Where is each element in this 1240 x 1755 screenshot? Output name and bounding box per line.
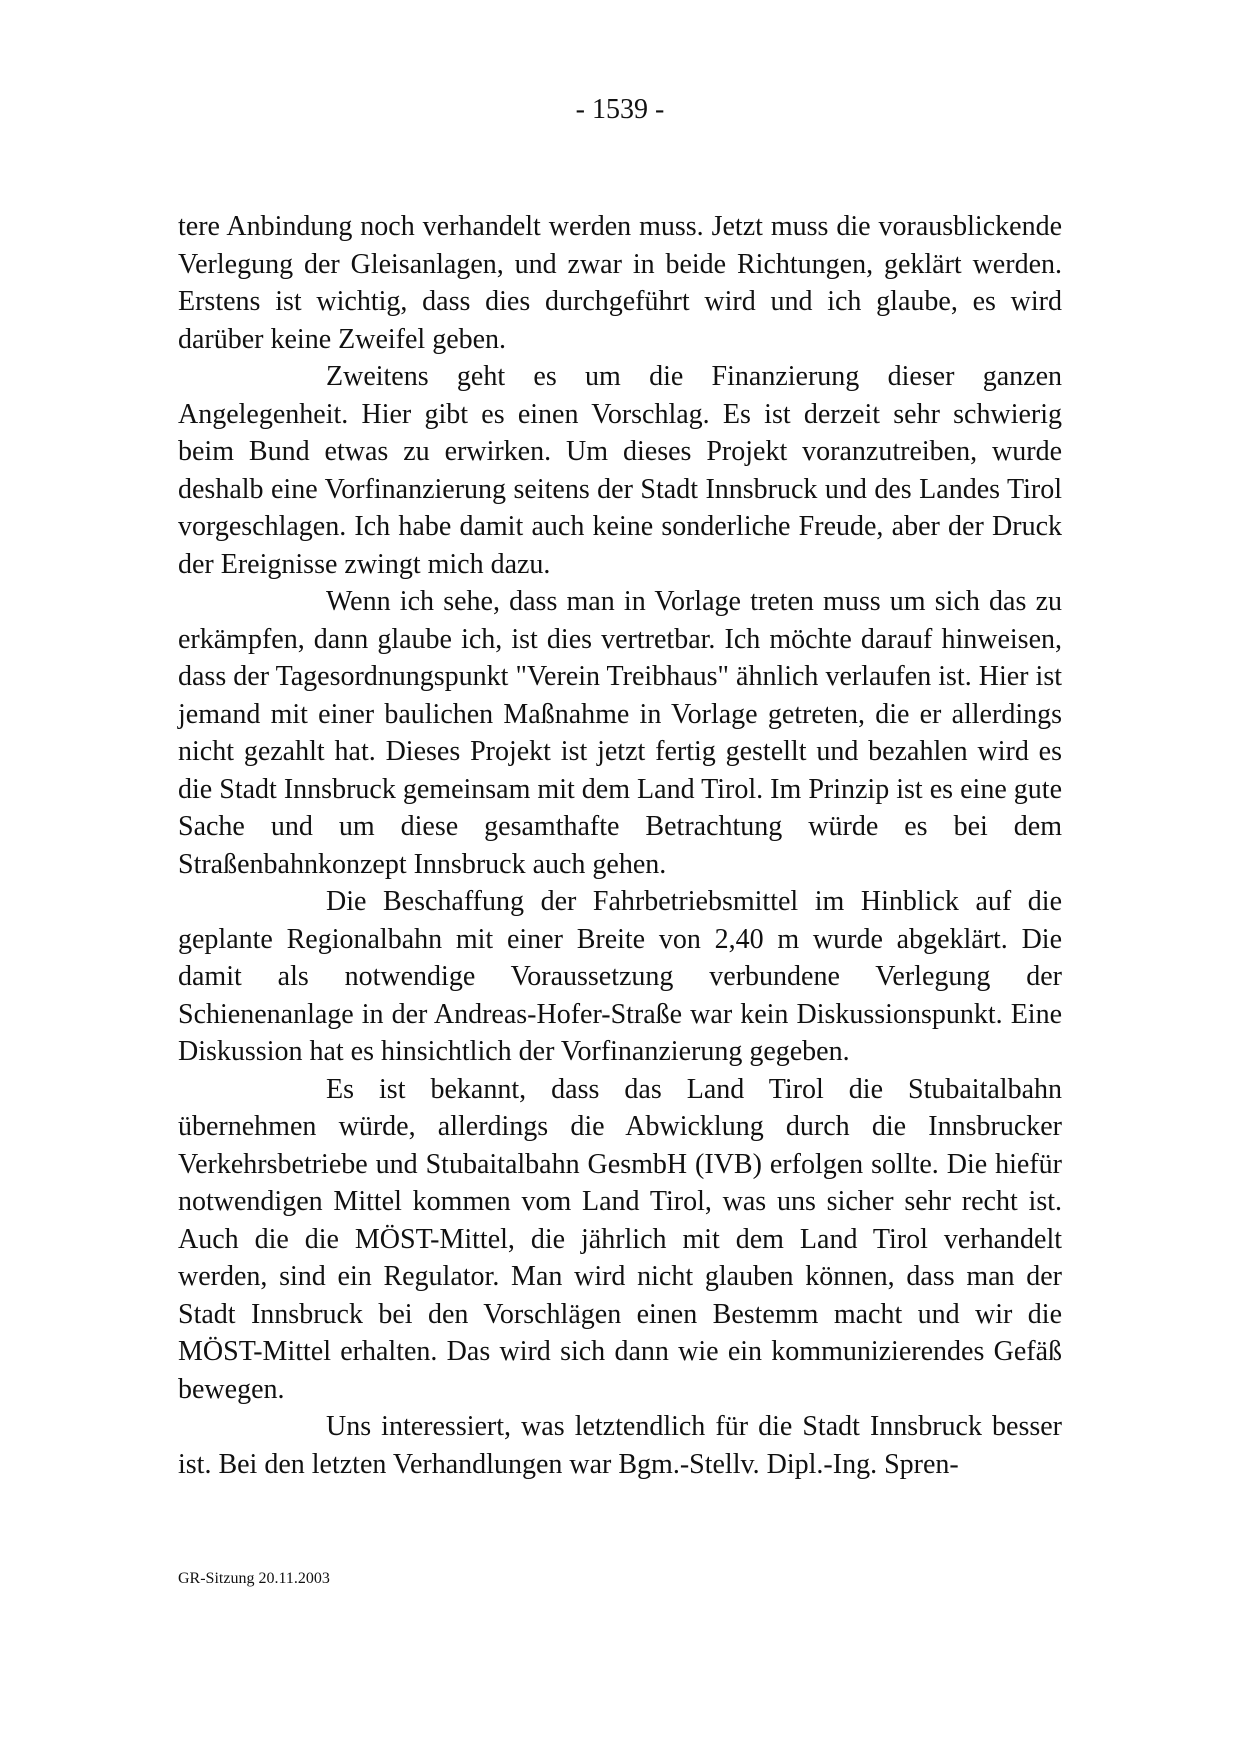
- paragraph-2: Zweitens geht es um die Finanzierung dieser ganzen Angelegenheit. Hier gibt es einen Vorschlag. Es ist derzeit sehr schwierig beim Bund etwas zu erwirken. Um dieses Projekt voranzutreiben, wurde deshalb eine Vorfinanzierung seitens der Stadt Innsbruck und des Landes Tirol vorgeschlagen. Ich habe damit auch keine sonderliche Freude, aber der Druck der Ereignisse zwingt mich dazu.: [178, 361, 1062, 580]
- paragraph-1: tere Anbindung noch verhandelt werden muss. Jetzt muss die vorausblickende Verlegung der Gleisanlagen, und zwar in beide Richtungen, geklärt werden. Erstens ist wichtig, dass dies durchgeführt wird und ich glaube, es wird darüber keine Zweifel geben.: [178, 211, 1062, 355]
- page-number: - 1539 -: [575, 94, 665, 125]
- paragraph-3: Wenn ich sehe, dass man in Vorlage treten muss um sich das zu erkämpfen, dann glaube ich, ist dies vertretbar. Ich möchte darauf hinweisen, dass der Tagesordnungspunkt "Verein Treibhaus" ähnlich verlaufen ist. Hier ist jemand mit einer baulichen Maßnahme in Vorlage getreten, die er allerdings nicht gezahlt hat. Dieses Projekt ist jetzt fertig gestellt und bezahlen wird es die Stadt Innsbruck gemeinsam mit dem Land Tirol. Im Prinzip ist es eine gute Sache und um diese gesamthafte Betrachtung würde es bei dem Straßenbahnkonzept Innsbruck auch gehen.: [178, 586, 1062, 880]
- footer-session-date: GR-Sitzung 20.11.2003: [178, 1570, 330, 1587]
- paragraph-4: Die Beschaffung der Fahrbetriebsmittel im Hinblick auf die geplante Regionalbahn mit einer Breite von 2,40 m wurde abgeklärt. Die damit als notwendige Voraussetzung verbundene Verlegung der Schienenanlage in der Andreas-Hofer-Straße war kein Diskussionspunkt. Eine Diskussion hat es hinsichtlich der Vorfinanzierung gegeben.: [178, 886, 1062, 1067]
- body-text: [178, 208, 1062, 1483]
- paragraph-6: Uns interessiert, was letztendlich für die Stadt Innsbruck besser ist. Bei den letzten Verhandlungen war Bgm.-Stellv. Dipl.-Ing. Spren-: [178, 1411, 1062, 1480]
- paragraph-5: Es ist bekannt, dass das Land Tirol die Stubaitalbahn übernehmen würde, allerdings die Abwicklung durch die Innsbrucker Verkehrsbetriebe und Stubaitalbahn GesmbH (IVB) erfolgen sollte. Die hiefür notwendigen Mittel kommen vom Land Tirol, was uns sicher sehr recht ist. Auch die die MÖST-Mittel, die jährlich mit dem Land Tirol verhandelt werden, sind ein Regulator. Man wird nicht glauben können, dass man der Stadt Innsbruck bei den Vorschlägen einen Bestemm macht und wir die MÖST-Mittel erhalten. Das wird sich dann wie ein kommunizierendes Gefäß bewegen.: [178, 1073, 1062, 1405]
